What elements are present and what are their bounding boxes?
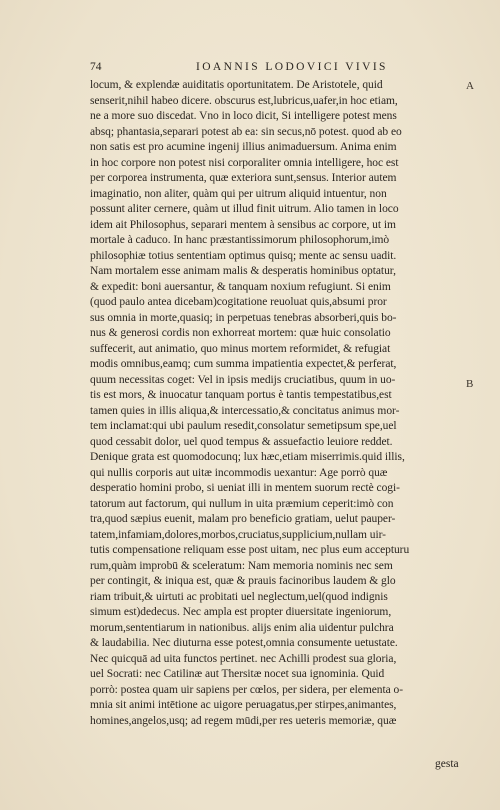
body-text	[90, 78, 462, 729]
text-line: modis omnibus,eamq; cum summa impatientia expectet,& perferat,	[90, 358, 397, 370]
text-line: tra,quod sæpius euenit, malam pro beneficio gratiam, uelut pauper-	[90, 513, 396, 525]
text-line: Nec quicquā ad uita functos pertinet. nec Achilli prodest sua gloria,	[90, 652, 397, 665]
margin-letter-a: A	[466, 80, 474, 92]
text-line: sus omnia in morte,quasiq; in perpetuas tenebras absorberi,quis bo-	[90, 311, 397, 324]
catchword: gesta	[435, 758, 459, 770]
text-line: suffecerit, aut animatio, quo minus mortem reformidet, & refugiat	[90, 342, 391, 355]
text-line: ne a more suo discedat. Vno in loco dicit, Si intelligere potest mens	[90, 110, 397, 122]
text-line: tatem,infamiam,dolores,morbos,cruciatus,supplicium,nullam uir-	[90, 528, 386, 541]
text-line: homines,angelos,usq; ad regem mūdi,per res ueteris memoriæ, quæ	[90, 714, 397, 727]
text-line: qui nullis corporis aut uitæ incommodis uexantur: Age porrò quæ	[90, 466, 388, 479]
text-line: per contingit, & iniqua est, quæ & prauis facinoribus laudem & glo	[90, 575, 396, 587]
text-line: tem inclamat:qui ubi paulum resedit,consolatur semetipsum spe,uel	[90, 420, 397, 432]
text-line: absq; phantasia,separari potest ab ea: sin secus,nō potest. quod ab eo	[90, 125, 402, 138]
text-line: morum,sententiarum in nationibus. alijs enim alia uidentur pulchra	[90, 621, 394, 634]
text-line: tutis compensatione reliquam esse post uitam, nec plus eum accepturu	[90, 544, 410, 556]
text-line: (quod paulo antea dicebam)cogitatione reuoluat quis,absumi pror	[90, 296, 387, 308]
text-line: possunt aliter cernere, quàm ut illud finit uitrum. Alio tamen in loco	[90, 203, 399, 215]
running-title: IOANNIS LODOVICI VIVIS	[196, 61, 388, 73]
text-line: tis est mors, & inuocatur tanquam portus è tantis tempestatibus,est	[90, 389, 392, 401]
text-line: per corporea instrumenta, quæ exteriora sunt,sensus. Interior autem	[90, 172, 397, 184]
text-line: imaginatio, non aliter, quàm qui per uitrum aliquid intuentur, non	[90, 187, 387, 200]
margin-letter-b: B	[466, 378, 474, 390]
text-line: rum,quàm improbū & sceleratum: Nam memoria nominis nec sem	[90, 559, 393, 572]
text-line: philosophiæ totius sententiam optimus quisq; mente ac sensu uadit.	[90, 249, 397, 262]
text-line: uel Socrati: nec Catilinæ aut Thersitæ nocet sua ignominia. Quid	[90, 668, 385, 680]
text-line: quod cessabit dolor, uel quod tempus & assuefactio leuiore reddet.	[90, 435, 393, 448]
text-line: idem ait Philosophus, separari mentem à sensibus ac corpore, ut im	[90, 218, 396, 231]
running-header	[90, 61, 480, 77]
text-line: mortale à caduco. In hanc præstantissimorum philosophorum,imò	[90, 234, 390, 246]
text-line: tatorum aut factorum, qui nullum in uita præmium ceperit:imò con	[90, 497, 394, 510]
text-line: simum est)dedecus. Nec ampla est propter diuersitate ingeniorum,	[90, 606, 392, 618]
text-line: mnia sit animi intētione ac uigore peruagatus,per stirpes,animantes,	[90, 699, 397, 711]
text-line: locum, & explendæ auiditatis oportunitatem. De Aristotele, quid	[90, 79, 383, 91]
text-line: tamen quies in illis aliqua,& intercessatio,& concitatus animus mor-	[90, 404, 400, 417]
text-line: senserit,nihil habeo dicere. obscurus est,lubricus,uafer,in hoc etiam,	[90, 94, 398, 107]
text-line: & expedit: boni auersantur, & tanquam noxium refugiunt. Si enim	[90, 280, 391, 293]
page-number: 74	[90, 61, 102, 73]
text-line: porrò: postea quam uir sapiens per cœlos, per sidera, per elementa o-	[90, 683, 404, 696]
text-line: Denique grata est quomodocunq; lux hæc,etiam miserrimis.quid illis,	[90, 451, 405, 463]
text-line: quum necessitas coget: Vel in ipsis medijs cruciatibus, quum in uo-	[90, 373, 396, 386]
text-line: non satis est pro acumine ingenij illius animaduersum. Anima enim	[90, 141, 397, 153]
text-line: riam tribuit,& uirtuti ac probitati uel neglectum,uel(quod indignis	[90, 590, 388, 603]
text-line: desperatio homini probo, si ueniat illi in mentem suorum rectè cogi-	[90, 482, 400, 494]
text-line: & laudabilia. Nec diuturna esse potest,omnia consumente uetustate.	[90, 637, 398, 649]
text-line: in hoc corpore non potest nisi corporaliter omnia intelligere, hoc est	[90, 156, 399, 169]
text-line: nus & generosi cordis non exhorreat mortem: quæ huic consolatio	[90, 327, 391, 339]
text-line: Nam mortalem esse animam malis & desperatis hominibus optatur,	[90, 265, 396, 277]
